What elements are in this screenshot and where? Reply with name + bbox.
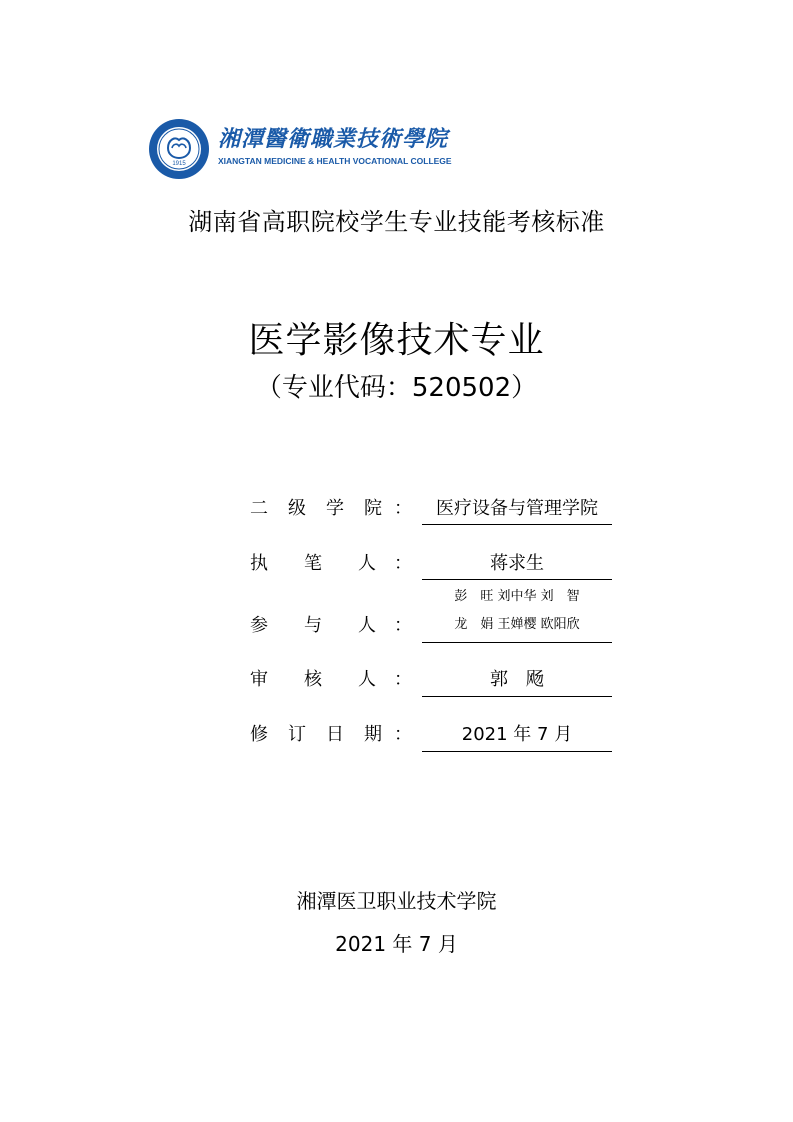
label-char: 审 xyxy=(250,669,268,690)
document-subtitle: 湖南省高职院校学生专业技能考核标准 xyxy=(188,208,605,236)
info-colon: ： xyxy=(394,553,412,574)
info-underline xyxy=(422,751,612,752)
label-char: 二 xyxy=(250,498,268,519)
label-char: 人 xyxy=(358,553,376,574)
info-value-participants-line1: 彭 旺 刘中华 刘 智 xyxy=(454,589,580,604)
label-char: 订 xyxy=(288,724,306,745)
info-label-revision-date xyxy=(250,720,382,746)
label-char: 人 xyxy=(358,669,376,690)
logo-english-name: XIANGTAN MEDICINE & HEALTH VOCATIONAL COLLEGE xyxy=(218,156,452,166)
major-code: （专业代码：520502） xyxy=(255,373,538,403)
info-underline xyxy=(422,696,612,697)
label-char: 修 xyxy=(250,724,268,745)
label-char: 参 xyxy=(250,615,268,636)
document-title: 医学影像技术专业 xyxy=(248,320,545,361)
info-value-college: 医疗设备与管理学院 xyxy=(436,498,598,519)
label-char: 级 xyxy=(288,498,306,519)
info-colon: ： xyxy=(394,669,412,690)
label-char: 学 xyxy=(326,498,344,519)
label-char: 执 xyxy=(250,553,268,574)
label-char: 日 xyxy=(326,724,344,745)
info-value-author: 蒋求生 xyxy=(490,553,544,574)
logo-chinese-name: 湘潭醫衛職業技術學院 xyxy=(218,126,449,152)
info-value-reviewer: 郭 飏 xyxy=(490,669,544,690)
label-char: 期 xyxy=(364,724,382,745)
footer-school-name: 湘潭医卫职业技术学院 xyxy=(296,889,497,913)
info-label-author xyxy=(250,549,376,575)
info-value-revision-date: 2021 年 7 月 xyxy=(461,724,573,745)
info-value-participants-line2: 龙 娟 王婵樱 欧阳欣 xyxy=(454,617,580,632)
info-label-participants xyxy=(250,611,376,637)
label-char: 笔 xyxy=(304,553,322,574)
info-underline xyxy=(422,579,612,580)
label-char: 核 xyxy=(304,669,322,690)
college-seal-icon xyxy=(148,118,210,180)
label-char: 与 xyxy=(304,615,322,636)
info-colon: ： xyxy=(394,724,412,745)
info-label-college xyxy=(250,494,382,520)
info-colon: ： xyxy=(394,498,412,519)
label-char: 人 xyxy=(358,615,376,636)
seal-year: 1915 xyxy=(172,161,186,167)
college-logo xyxy=(148,118,452,180)
footer-date: 2021 年 7 月 xyxy=(335,932,458,956)
info-label-reviewer xyxy=(250,665,376,691)
label-char: 院 xyxy=(364,498,382,519)
info-underline xyxy=(422,642,612,643)
info-colon: ： xyxy=(394,615,412,636)
info-underline xyxy=(422,524,612,525)
